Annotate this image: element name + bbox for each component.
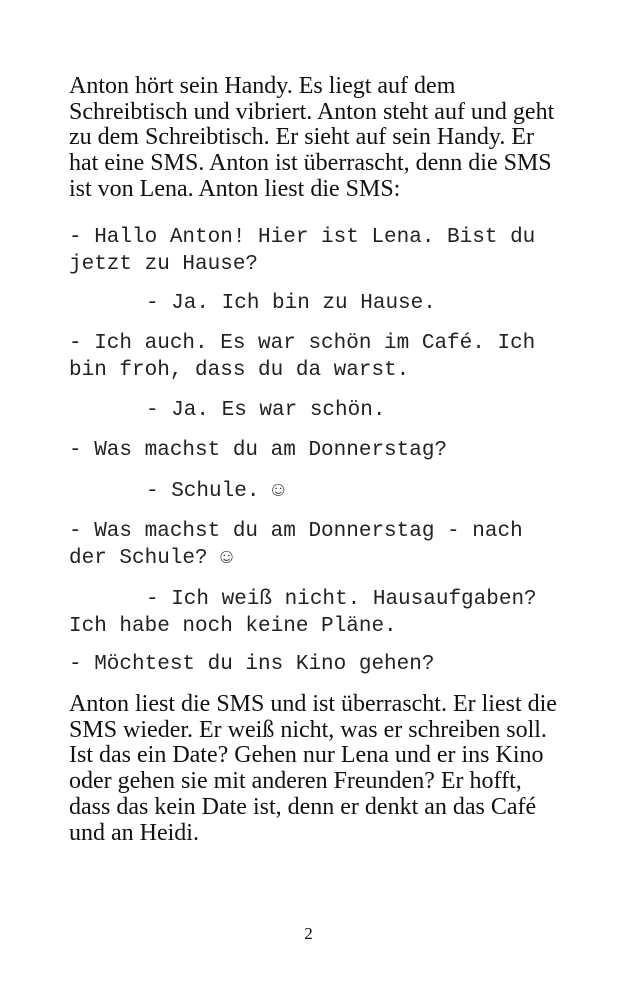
sms-message-lena-5: - Möchtest du ins Kino gehen?	[69, 653, 435, 676]
sms-message-anton-2: - Ja. Es war schön.	[146, 399, 386, 422]
outro-paragraph: Anton liest die SMS und ist überrascht. Er liest die SMS wieder. Er weiß nicht, was er schreiben soll. Ist das ein Date? Gehen nur Lena und er ins Kino oder gehen sie mit anderen Freunden? Er hofft, dass das kein Date ist, denn er denkt an das Café und an Heidi.	[69, 691, 557, 846]
sms-message-lena-3: - Was machst du am Donnerstag?	[69, 439, 448, 462]
sms-message-lena-1: - Hallo Anton! Hier ist Lena. Bist du jetzt zu Hause?	[69, 226, 548, 276]
sms-message-anton-4: - Ich weiß nicht. Hausaufgaben? Ich habe noch keine Pläne.	[69, 588, 550, 638]
page-number: 2	[304, 924, 313, 943]
sms-message-lena-2: - Ich auch. Es war schön im Café. Ich bin froh, dass du da warst.	[69, 332, 548, 382]
intro-paragraph: Anton hört sein Handy. Es liegt auf dem Schreibtisch und vibriert. Anton steht auf und geht zu dem Schreibtisch. Er sieht auf sein Handy. Er hat eine SMS. Anton ist überrascht, denn die SMS ist von Lena. Anton liest die SMS:	[69, 73, 555, 202]
sms-message-anton-3: - Schule. ☺	[146, 480, 285, 503]
sms-message-lena-4: - Was machst du am Donnerstag - nach der Schule? ☺	[69, 520, 536, 570]
sms-message-anton-1: - Ja. Ich bin zu Hause.	[146, 292, 436, 315]
